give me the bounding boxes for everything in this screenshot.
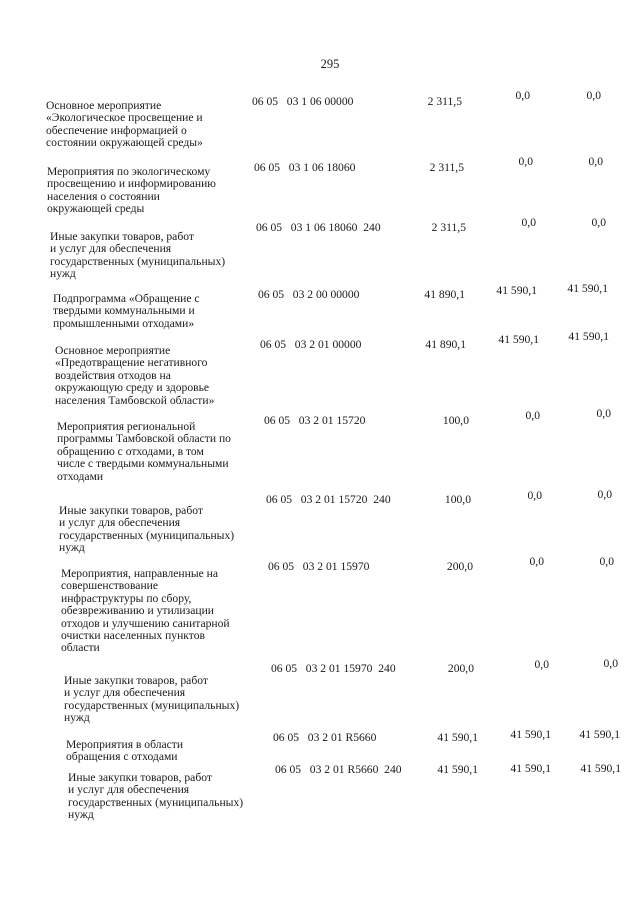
amount-3: 0,0 <box>588 155 603 168</box>
amount-3: 41 590,1 <box>568 330 609 343</box>
amount-3: 0,0 <box>586 89 601 102</box>
amount-1: 2 311,5 <box>427 95 462 108</box>
row-name-line: воздействия отходов на <box>55 368 171 382</box>
row-name-line: обращения с отходами <box>66 750 178 764</box>
amount-3: 0,0 <box>603 657 618 670</box>
row-name-line: программы Тамбовской области по <box>57 432 231 446</box>
row-name-line: обезвреживанию и утилизации <box>61 604 214 618</box>
budget-code: 06 05 03 2 01 15970 240 <box>271 662 396 675</box>
row-name-line: отходов и улучшению санитарной <box>61 616 230 630</box>
row-name-line: Иные закупки товаров, работ <box>59 504 203 517</box>
row-name-line: отходами <box>57 469 104 483</box>
budget-code: 06 05 03 2 01 15970 <box>268 560 370 573</box>
amount-2: 0,0 <box>534 658 549 671</box>
row-name-line: государственных (муниципальных) <box>50 254 226 268</box>
row-name-line: состоянии окружающей среды» <box>46 136 203 150</box>
row-name <box>64 675 239 725</box>
row-name-line: «Предотвращение негативного <box>55 356 208 370</box>
row-name-line: Иные закупки товаров, работ <box>64 674 208 687</box>
row-name <box>68 772 243 822</box>
amount-2: 0,0 <box>527 489 542 502</box>
row-name-line: Мероприятия в области <box>66 738 184 751</box>
budget-code: 06 05 03 2 01 15720 <box>264 414 366 427</box>
row-name-line: Мероприятия по экологическому <box>47 165 211 178</box>
budget-code: 06 05 03 1 06 18060 240 <box>256 221 381 234</box>
row-name-line: нужд <box>68 808 94 822</box>
amount-2: 41 590,1 <box>510 728 551 741</box>
row-name-line: Основное мероприятие <box>46 99 162 112</box>
row-name-line: нужд <box>64 711 90 725</box>
row-name-line: просвещению и информированию <box>47 177 216 191</box>
row-name-line: Иные закупки товаров, работ <box>68 771 212 784</box>
row-name-line: государственных (муниципальных) <box>59 528 235 542</box>
budget-code: 06 05 03 2 01 R5660 <box>273 731 377 744</box>
amount-2: 41 590,1 <box>510 762 551 775</box>
row-name <box>55 345 214 407</box>
amount-1: 100,0 <box>442 414 469 427</box>
budget-code: 06 05 03 2 00 00000 <box>258 288 360 301</box>
row-name <box>47 166 216 216</box>
row-name-line: и услуг для обеспечения <box>59 516 181 530</box>
amount-2: 0,0 <box>521 216 536 229</box>
row-name-line: и услуг для обеспечения <box>64 686 186 700</box>
page-number: 295 <box>320 57 340 71</box>
amount-3: 41 590,1 <box>579 728 620 741</box>
budget-code: 06 05 03 2 01 R5660 240 <box>275 763 402 776</box>
row-name-line: Подпрограмма «Обращение с <box>53 292 200 305</box>
amount-3: 41 590,1 <box>580 762 621 775</box>
row-name-line: Иные закупки товаров, работ <box>50 230 194 243</box>
amount-3: 0,0 <box>591 216 606 229</box>
row-name-line: Мероприятия региональной <box>57 420 196 433</box>
amount-2: 0,0 <box>518 155 533 168</box>
budget-code: 06 05 03 1 06 00000 <box>252 95 354 108</box>
budget-code: 06 05 03 2 01 15720 240 <box>266 493 391 506</box>
amount-1: 41 890,1 <box>425 338 466 351</box>
amount-1: 41 890,1 <box>424 288 465 301</box>
row-name-line: инфраструктуры по сбору, <box>61 591 192 605</box>
amount-3: 0,0 <box>596 407 611 420</box>
amount-2: 0,0 <box>525 409 540 422</box>
row-name-line: нужд <box>50 267 76 281</box>
row-name-line: окружающую среду и здоровье <box>55 381 210 395</box>
amount-1: 100,0 <box>444 493 471 506</box>
amount-1: 41 590,1 <box>437 731 478 744</box>
row-name-line: твердыми коммунальными и <box>53 304 195 318</box>
row-name-line: промышленными отходами» <box>53 316 195 330</box>
row-name-line: очистки населенных пунктов <box>61 629 205 643</box>
row-name <box>50 231 225 281</box>
row-name <box>59 505 234 555</box>
row-name-line: населения о состоянии <box>47 189 160 203</box>
amount-3: 41 590,1 <box>567 282 608 295</box>
amount-1: 2 311,5 <box>431 221 466 234</box>
row-name-line: обеспечение информацией о <box>46 123 187 137</box>
row-name-line: государственных (муниципальных) <box>68 795 244 809</box>
row-name-line: окружающей среды <box>47 202 145 216</box>
row-name <box>66 739 183 764</box>
row-name-line: числе с твердыми коммунальными <box>57 457 229 471</box>
row-name-line: совершенствование <box>61 579 158 593</box>
row-name-line: Мероприятия, направленные на <box>61 567 219 580</box>
row-name-line: населения Тамбовской области» <box>55 393 215 407</box>
row-name <box>57 421 231 483</box>
row-name-line: обращению с отходами, в том <box>57 444 204 458</box>
row-name <box>46 100 203 150</box>
amount-1: 41 590,1 <box>437 763 478 776</box>
amount-1: 200,0 <box>447 662 474 675</box>
amount-3: 0,0 <box>597 488 612 501</box>
row-name-line: Основное мероприятие <box>55 344 171 357</box>
row-name-line: «Экологическое просвещение и <box>46 111 203 125</box>
budget-code: 06 05 03 2 01 00000 <box>260 338 362 351</box>
budget-code: 06 05 03 1 06 18060 <box>254 161 356 174</box>
row-name-line: и услуг для обеспечения <box>50 242 172 256</box>
amount-2: 41 590,1 <box>498 333 539 346</box>
amount-1: 2 311,5 <box>429 161 464 174</box>
amount-2: 0,0 <box>515 89 530 102</box>
row-name-line: области <box>61 641 100 655</box>
amount-2: 0,0 <box>529 555 544 568</box>
row-name <box>61 568 230 655</box>
row-name-line: государственных (муниципальных) <box>64 698 240 712</box>
row-name-line: нужд <box>59 541 85 555</box>
row-name <box>53 293 200 330</box>
row-name-line: и услуг для обеспечения <box>68 783 190 797</box>
amount-3: 0,0 <box>599 555 614 568</box>
amount-1: 200,0 <box>446 560 473 573</box>
amount-2: 41 590,1 <box>496 284 537 297</box>
